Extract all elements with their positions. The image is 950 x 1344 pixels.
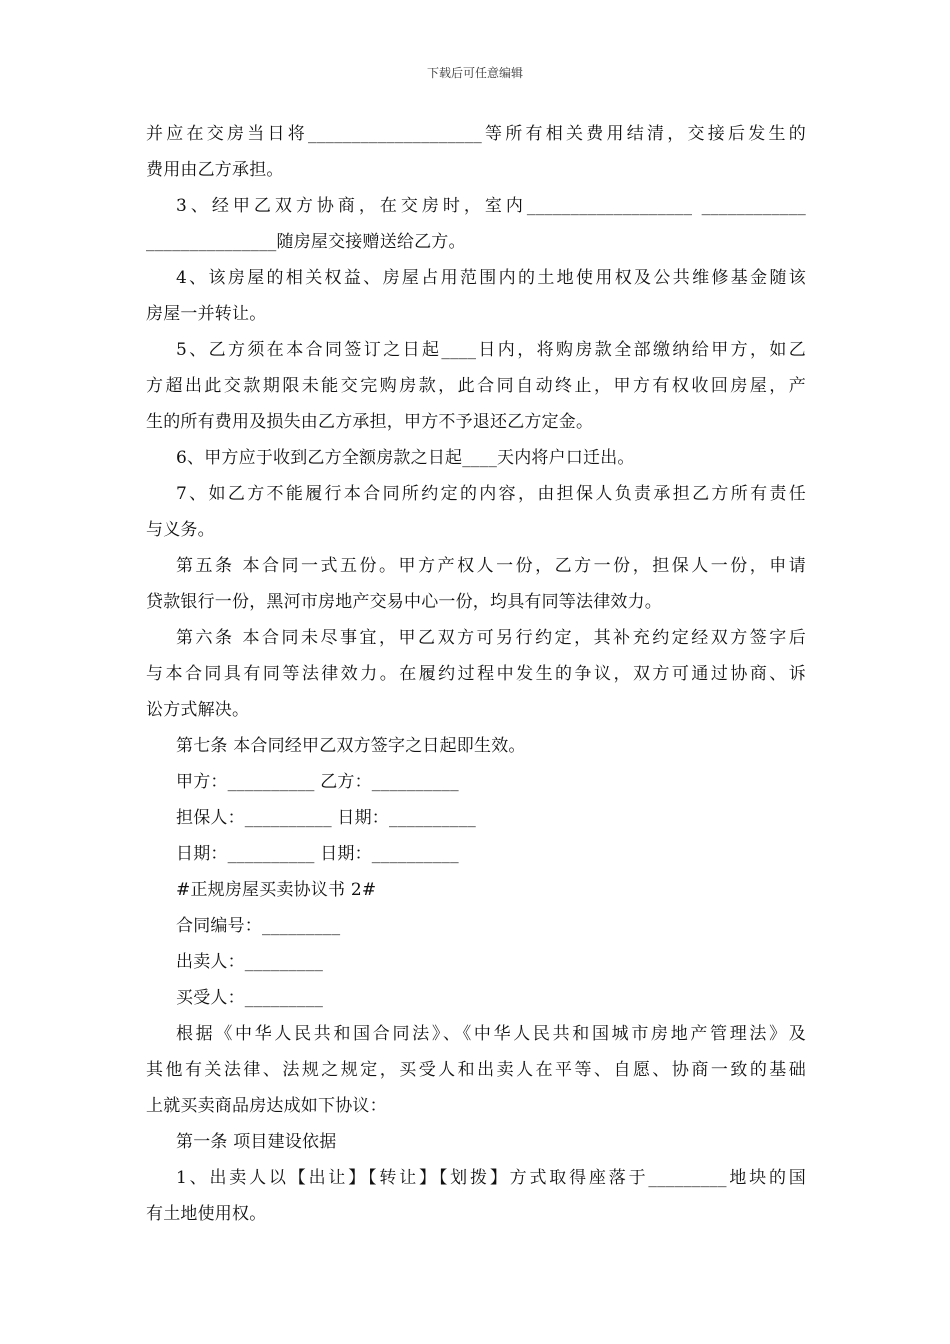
- text-line: 担保人：__________ 日期：__________: [176, 808, 477, 828]
- text-line: 根据《中华人民共和国合同法》、《中华人民共和国城市房地产管理法》及: [176, 1024, 806, 1044]
- text-line: 并应在交房当日将____________________等所有相关费用结清，交接后发生的: [146, 124, 806, 144]
- text-line: 其他有关法律、法规之规定，买受人和出卖人在平等、自愿、协商一致的基础: [146, 1060, 806, 1080]
- text-line: #正规房屋买卖协议书 2#: [176, 880, 377, 900]
- text-line: 1、出卖人以【出让】【转让】【划拨】方式取得座落于_________地块的国: [176, 1168, 806, 1188]
- text-line: _______________随房屋交接赠送给乙方。: [146, 232, 466, 252]
- text-line: 4、该房屋的相关权益、房屋占用范围内的土地使用权及公共维修基金随该: [176, 268, 806, 288]
- document-body: [146, 116, 806, 1232]
- text-line: 出卖人：_________: [176, 952, 324, 972]
- text-line: 第六条 本合同未尽事宜，甲乙双方可另行约定，其补充约定经双方签字后: [176, 628, 806, 648]
- text-line: 贷款银行一份，黑河市房地产交易中心一份，均具有同等法律效力。: [146, 592, 662, 612]
- text-line: 7、如乙方不能履行本合同所约定的内容，由担保人负责承担乙方所有责任: [176, 484, 806, 504]
- text-line: 第一条 项目建设依据: [176, 1132, 337, 1152]
- text-line: 费用由乙方承担。: [146, 160, 284, 180]
- text-line: 3、经甲乙双方协商，在交房时，室内___________________ ____________: [176, 196, 806, 216]
- text-line: 房屋一并转让。: [146, 304, 267, 324]
- text-line: 与本合同具有同等法律效力。在履约过程中发生的争议，双方可通过协商、诉: [146, 664, 806, 684]
- text-line: 第七条 本合同经甲乙双方签字之日起即生效。: [176, 736, 526, 756]
- page-header: 下载后可任意编辑: [426, 66, 523, 80]
- text-line: 第五条 本合同一式五份。甲方产权人一份，乙方一份，担保人一份，申请: [176, 556, 806, 576]
- text-line: 5、乙方须在本合同签订之日起____日内，将购房款全部缴纳给甲方，如乙: [176, 340, 806, 360]
- text-line: 与义务。: [146, 520, 215, 540]
- text-line: 上就买卖商品房达成如下协议：: [146, 1096, 387, 1116]
- text-line: 买受人：_________: [176, 988, 324, 1008]
- text-line: 有土地使用权。: [146, 1204, 267, 1224]
- text-line: 6、甲方应于收到乙方全额房款之日起____天内将户口迁出。: [176, 448, 635, 468]
- text-line: 方超出此交款期限未能交完购房款，此合同自动终止，甲方有权收回房屋，产: [146, 376, 806, 396]
- text-line: 甲方：__________ 乙方：__________: [176, 772, 459, 792]
- text-line: 日期：__________ 日期：__________: [176, 844, 459, 864]
- text-line: 讼方式解决。: [146, 700, 250, 720]
- text-line: 合同编号：_________: [176, 916, 341, 936]
- text-line: 生的所有费用及损失由乙方承担，甲方不予退还乙方定金。: [146, 412, 594, 432]
